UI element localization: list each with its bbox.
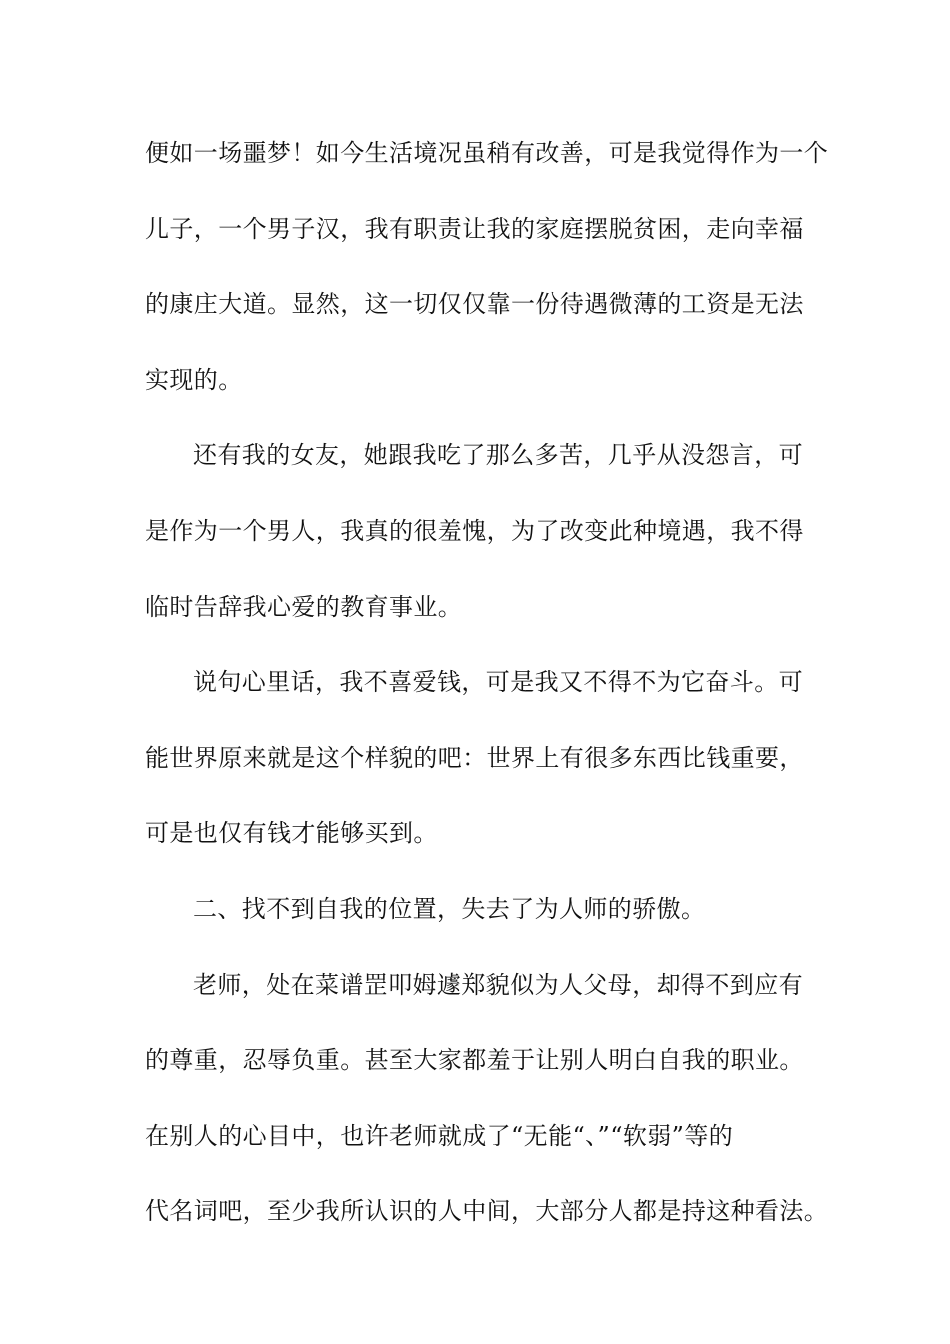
text-line: 的康庄大道。显然，这一切仅仅靠一份待遇微薄的工资是无法 — [145, 290, 804, 319]
text-line: 可是也仅有钱才能够买到。 — [145, 819, 438, 848]
paragraph-first-line: 还有我的女友，她跟我吃了那么多苦，几乎从没怨言，可 — [193, 441, 803, 470]
document-body — [145, 130, 829, 1264]
text-line: 的尊重，忍辱负重。甚至大家都羞于让别人明白自我的职业。 — [145, 1046, 804, 1075]
text-line: 是作为一个男人，我真的很羞愧，为了改变此种境遇，我不得 — [145, 516, 804, 545]
text-line: 临时告辞我心爱的教育事业。 — [145, 592, 463, 621]
section-heading: 二、找不到自我的位置，失去了为人师的骄傲。 — [193, 894, 706, 923]
text-line: 在别人的心目中，也许老师就成了“无能“、”“软弱”等的 — [145, 1121, 734, 1150]
text-line: 实现的。 — [145, 365, 243, 394]
text-line: 能世界原来就是这个样貌的吧：世界上有很多东西比钱重要， — [145, 743, 804, 772]
text-line: 儿子，一个男子汉，我有职责让我的家庭摆脱贫困，走向幸福 — [145, 214, 804, 243]
paragraph-first-line: 老师，处在菜谱罡叩姆遽郑貌似为人父母，却得不到应有 — [193, 970, 803, 999]
text-line: 代名词吧，至少我所认识的人中间，大部分人都是持这种看法。 — [145, 1197, 829, 1226]
text-line: 便如一场噩梦！如今生活境况虽稍有改善，可是我觉得作为一个 — [145, 139, 829, 167]
paragraph-first-line: 说句心里话，我不喜爱钱，可是我又不得不为它奋斗。可 — [193, 668, 803, 697]
